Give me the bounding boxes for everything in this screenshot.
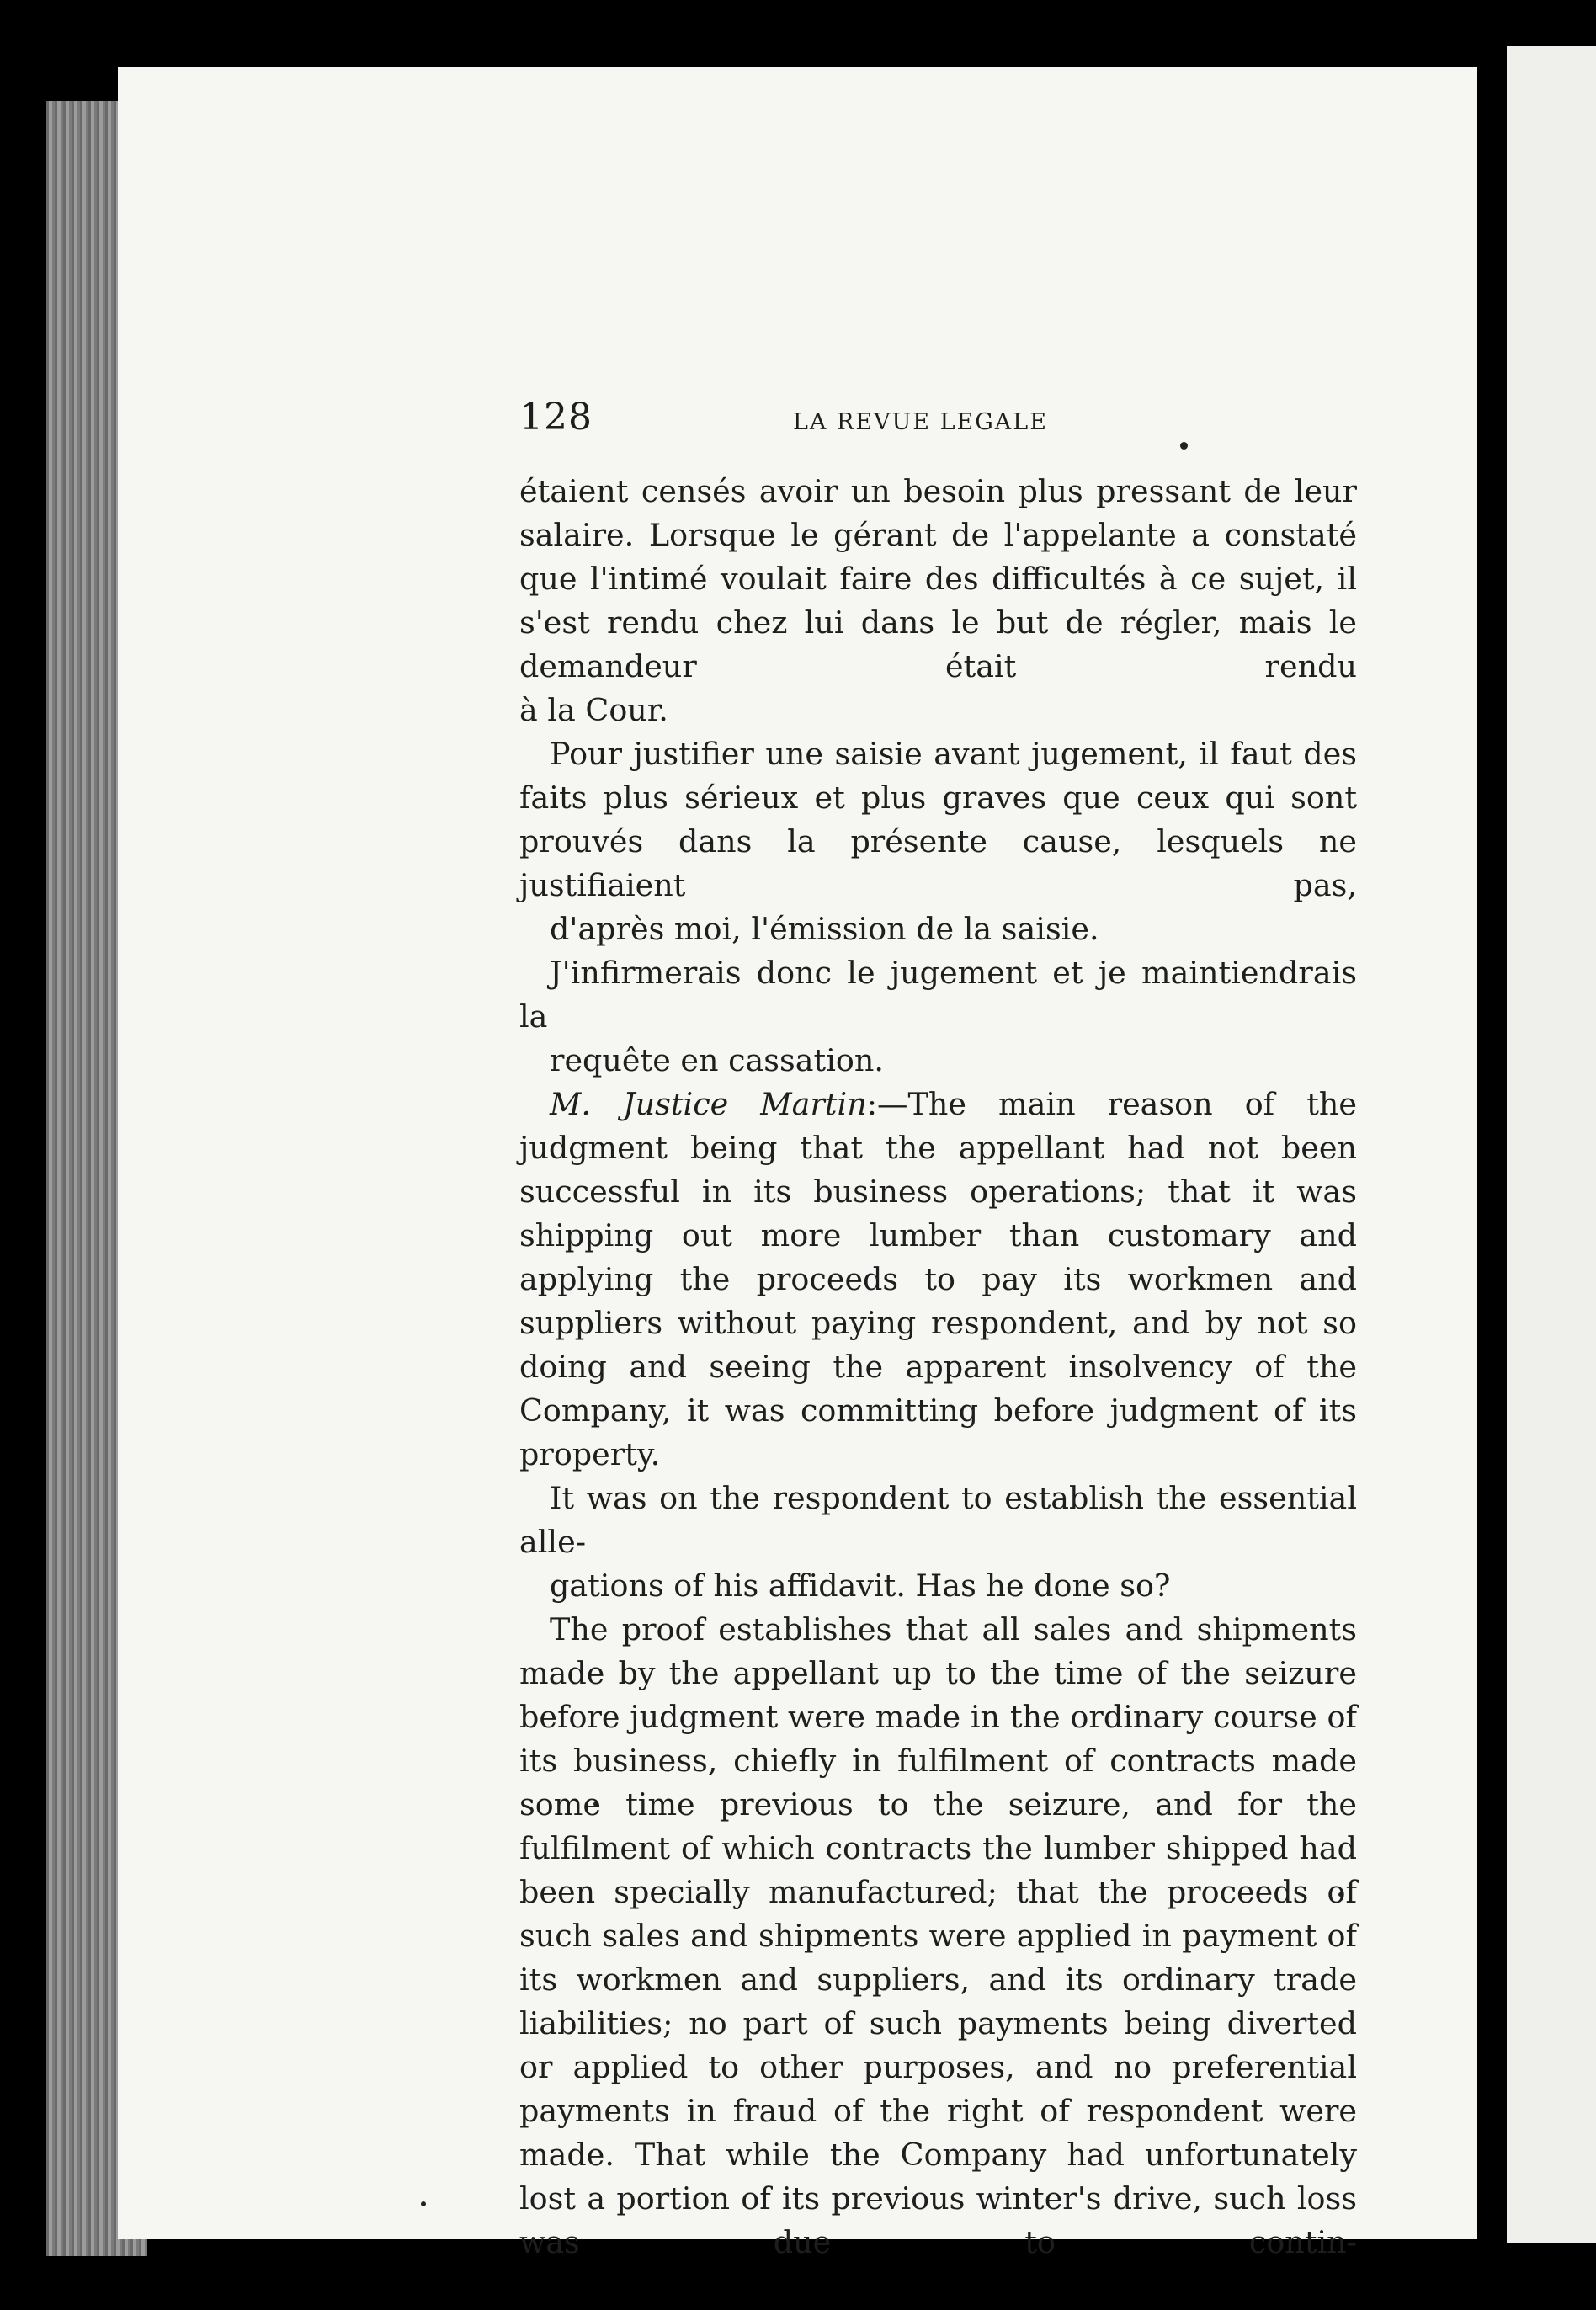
paragraph-text: J'infirmerais donc le jugement et je maintiendrais la	[519, 955, 1357, 1035]
paragraph-last-line: requête en cassation.	[550, 1042, 884, 1078]
paragraph-text: Pour justifier une saisie avant jugement, il faut des faits plus sérieux et plus graves que ceux qui sont prouvés dans la présente cause, lesquels ne justifiaient pas,	[519, 736, 1357, 903]
paragraph-text: The proof establishes that all sales and shipments made by the appellant up to the time of the seizure before judgment were made in the ordinary course of its business, chiefly in fulfilment of contracts made some time previous to the seizure, and for the fulfilment of which contracts the lumber shipped had been specially manufactured; that the proceeds of such sales and shipments were applied in payment of its workmen and suppliers, and its ordinary trade liabilities; no part of such payments being diverted or applied to other purposes, and no preferential payments in fraud of the right of respondent were made. That while the Company had unfortunately lost a portion of its previous winter's drive, such loss was due to contin-	[519, 1611, 1357, 2260]
speck	[421, 2201, 426, 2206]
facing-page-edge	[1507, 46, 1596, 2243]
speaker-name: M. Justice Martin	[550, 1086, 867, 1122]
paragraph	[519, 470, 1357, 732]
page-text	[519, 396, 1357, 2265]
paragraph	[519, 1083, 1357, 1477]
paragraph-text: étaient censés avoir un besoin plus pressant de leur salaire. Lorsque le gérant de l'appelante a constaté que l'intimé voulait faire des difficultés à ce sujet, il s'est rendu chez lui dans le but de régler, mais le demandeur était rendu	[519, 473, 1357, 684]
paragraph-text: :—The main reason of the judgment being that the appellant had not been successful in its business operations; that it was shipping out more lumber than customary and applying the proceeds to pay its workmen and suppliers without paying respondent, and by not so doing and seeing the apparent insolvency of the Company, it was committing before judgment of its property.	[519, 1086, 1357, 1472]
paragraph-last-line: à la Cour.	[519, 692, 668, 728]
paragraph	[519, 732, 1357, 951]
page-number: 128	[519, 396, 593, 439]
paragraph	[519, 951, 1357, 1083]
paragraph	[519, 1477, 1357, 1608]
paragraph-last-line: d'après moi, l'émission de la saisie.	[550, 911, 1099, 947]
paragraph-last-line: gations of his affidavit. Has he done so?	[550, 1568, 1171, 1604]
running-title: LA REVUE LEGALE	[793, 409, 1048, 435]
paragraph	[519, 1608, 1357, 2265]
paragraph-text: It was on the respondent to establish the essential alle-	[519, 1480, 1357, 1560]
running-head	[519, 396, 1357, 446]
